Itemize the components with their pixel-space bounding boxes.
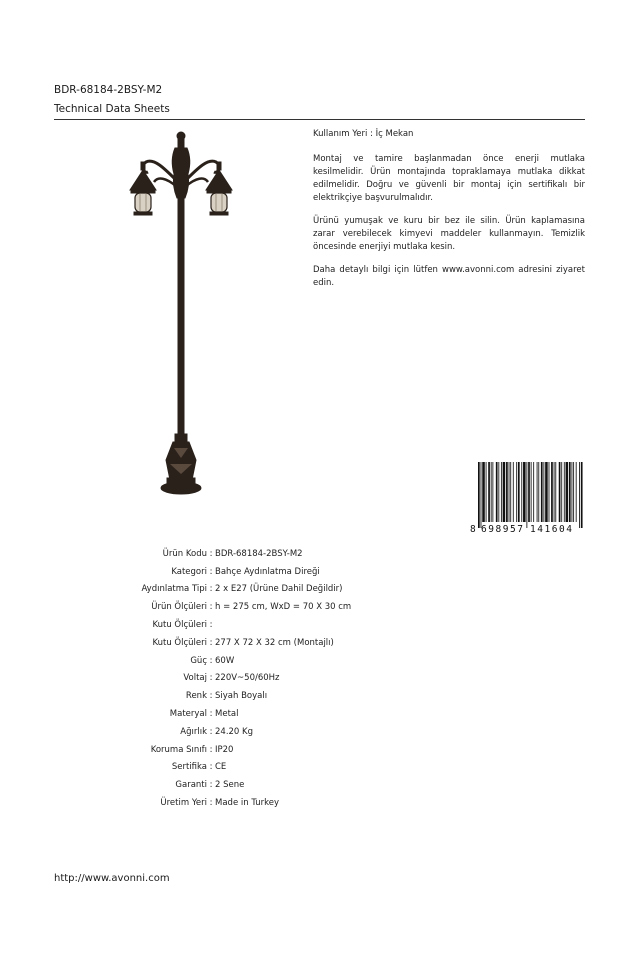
barcode-bar [506, 462, 508, 522]
barcode-bar [543, 462, 544, 522]
spec-row [54, 545, 474, 563]
barcode-bar [501, 462, 502, 522]
barcode-right-group: 141604 [530, 524, 572, 534]
barcode-bar [576, 462, 577, 522]
spec-separator: : [209, 655, 213, 666]
product-image-lamp-post [120, 128, 246, 504]
barcode-bar [516, 462, 517, 522]
spec-value: CE [215, 762, 227, 773]
spec-label: Renk [185, 691, 207, 702]
barcode-bar [498, 462, 499, 522]
barcode-bars [478, 462, 583, 528]
header-divider [54, 119, 585, 120]
spec-separator: : [209, 673, 213, 684]
barcode-bar [555, 462, 556, 522]
spec-row [54, 759, 474, 777]
barcode-bar [488, 462, 490, 522]
spec-row [54, 581, 474, 599]
spec-value: IP20 [215, 744, 234, 755]
spec-value: Metal [215, 709, 239, 720]
barcode-bar [503, 462, 506, 522]
spec-label: Kutu Ölçüleri [152, 637, 207, 648]
spec-value: Bahçe Aydınlatma Direği [215, 566, 320, 577]
spec-label: Voltaj [183, 673, 207, 684]
safety-paragraph: Montaj ve tamire başlanmadan önce enerji mutlaka kesilmelidir. Ürün montajında topraklamaya mutlaka dikkat edilmelidir. Doğru ve güvenli bir montaj için sertifikalı bir elektrikçiye başvurulmalıdır. [313, 154, 585, 203]
barcode-bar [545, 462, 548, 522]
spec-separator: : [209, 762, 213, 773]
barcode-bar [572, 462, 573, 522]
spec-separator: : [209, 548, 213, 559]
spec-value: 277 X 72 X 32 cm (Montajlı) [215, 637, 334, 648]
spec-separator: : [209, 744, 213, 755]
spec-row [54, 616, 474, 634]
spec-separator: : [209, 691, 213, 702]
spec-label: Kategori [171, 566, 207, 577]
spec-row [54, 794, 474, 812]
barcode-bar [491, 462, 492, 522]
barcode-bar [554, 462, 555, 522]
spec-label: Koruma Sınıfı [150, 744, 207, 755]
barcode-bar [573, 462, 574, 522]
barcode-bar [496, 462, 498, 522]
barcode-bar [538, 462, 539, 522]
barcode-first-digit: 8 [470, 524, 476, 534]
barcode-bar [526, 462, 527, 528]
footer-url: http://www.avonni.com [54, 873, 170, 884]
barcode-bar [537, 462, 538, 522]
spec-row [54, 687, 474, 705]
spec-row [54, 741, 474, 759]
spec-value: 220V~50/60Hz [215, 673, 280, 684]
spec-label: Ürün Kodu [162, 548, 207, 559]
barcode-bar [541, 462, 543, 522]
barcode-bar [478, 462, 480, 528]
spec-label: Ürün Ölçüleri [151, 602, 207, 613]
spec-row [54, 670, 474, 688]
spec-label: Ağırlık [180, 726, 207, 737]
barcode-bar [510, 462, 511, 522]
spec-label: Kutu Ölçüleri [152, 620, 207, 631]
spec-value: 24.20 Kg [215, 726, 254, 737]
barcode-bar [523, 462, 526, 522]
barcode-bar [509, 462, 510, 522]
barcode-bar [513, 462, 514, 522]
barcode-bar [492, 462, 493, 522]
barcode-bar [569, 462, 571, 522]
barcode-bar [566, 462, 569, 522]
header-subtitle: Technical Data Sheets [54, 103, 170, 115]
barcode-bar [482, 462, 485, 522]
barcode-bar [518, 462, 520, 522]
spec-value: BDR-68184-2BSY-M2 [215, 548, 303, 559]
barcode-bar [581, 462, 583, 528]
spec-value: 60W [215, 655, 235, 666]
spec-row [54, 563, 474, 581]
spec-row [54, 652, 474, 670]
spec-value: Made in Turkey [215, 798, 279, 809]
cleaning-paragraph: Ürünü yumuşak ve kuru bir bez ile silin. Ürün kaplamasına zarar verebilecek kimyevi maddeler kullanmayın. Temizlik öncesinde enerjiyi mutlaka kesin. [313, 216, 585, 252]
barcode-left-group: 698957 [481, 524, 523, 534]
usage-location: Kullanım Yeri : İç Mekan [313, 129, 414, 139]
spec-separator: : [209, 726, 213, 737]
barcode-bar [481, 462, 482, 528]
barcode-bar [521, 462, 522, 522]
spec-label: Üretim Yeri [160, 798, 207, 809]
spec-label: Aydınlatma Tipi [141, 584, 207, 595]
spec-row [54, 705, 474, 723]
spec-value: Siyah Boyalı [215, 691, 268, 702]
spec-label: Güç [190, 655, 207, 666]
barcode-bar [528, 462, 530, 522]
spec-separator: : [209, 709, 213, 720]
barcode-bar [551, 462, 553, 522]
spec-row [54, 634, 474, 652]
barcode-bar [579, 462, 580, 528]
barcode-bar [533, 462, 534, 522]
barcode-bar [549, 462, 550, 522]
spec-label: Materyal [169, 709, 207, 720]
spec-value: h = 275 cm, WxD = 70 X 30 cm [215, 602, 352, 613]
spec-separator: : [209, 620, 213, 631]
spec-separator: : [209, 780, 213, 791]
barcode [468, 462, 585, 534]
website-paragraph: Daha detaylı bilgi için lütfen www.avonni.com adresini ziyaret edin. [313, 265, 585, 288]
spec-row [54, 723, 474, 741]
spec-separator: : [209, 602, 213, 613]
spec-value: 2 Sene [215, 780, 245, 791]
spec-label: Sertifika [171, 762, 207, 773]
spec-table [54, 545, 474, 812]
header-product-code: BDR-68184-2BSY-M2 [54, 84, 163, 96]
barcode-bar [531, 462, 532, 522]
barcode-bar [561, 462, 562, 522]
spec-separator: : [209, 584, 213, 595]
info-text-block [313, 128, 585, 300]
barcode-bar [564, 462, 565, 522]
spec-row [54, 776, 474, 794]
spec-separator: : [209, 637, 213, 648]
spec-separator: : [209, 566, 213, 577]
barcode-bar [486, 462, 487, 522]
spec-label: Garanti [175, 780, 207, 791]
spec-row [54, 598, 474, 616]
spec-value: 2 x E27 (Ürüne Dahil Değildir) [215, 584, 343, 595]
spec-separator: : [209, 798, 213, 809]
barcode-bar [559, 462, 561, 522]
